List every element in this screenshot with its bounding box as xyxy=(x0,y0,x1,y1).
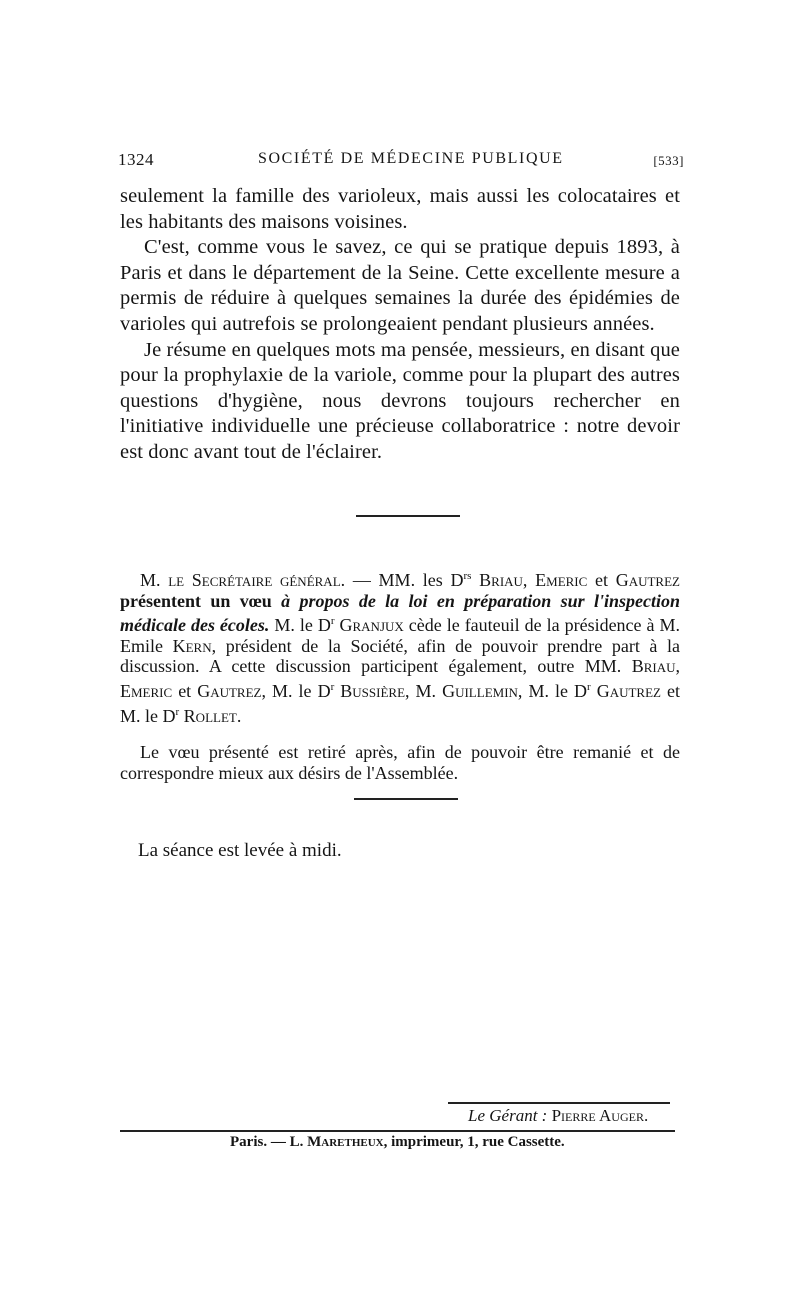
text-run: M. le D xyxy=(269,615,331,636)
page-number: 1324 xyxy=(118,150,154,169)
text-run: , M. le D xyxy=(261,680,331,701)
person-name: Granjux xyxy=(339,615,404,636)
superscript: r xyxy=(587,680,591,693)
superscript: r xyxy=(175,705,180,718)
speaker-name: M. le Secrétaire général. xyxy=(140,570,346,590)
person-name: Briau, Emeric xyxy=(471,570,588,590)
imprint-text: , imprimeur, 1, rue Cassette. xyxy=(383,1134,565,1150)
running-head xyxy=(118,150,684,174)
paragraph-2: C'est, comme vous le savez, ce qui se pratique depuis 1893, à Paris et dans le département de la Seine. Cette excellente mesure a permis de réduire à quelques semaines la durée des épidémies de varioles qui autrefois se prolongeaient pendant plusieurs années. xyxy=(120,236,680,335)
proceedings-text xyxy=(120,566,680,783)
main-text xyxy=(120,184,680,466)
proceedings-paragraph-2: Le vœu présenté est retiré après, afin de pouvoir être remanié et de correspondre mieux aux désirs de l'Assemblée. xyxy=(120,742,680,783)
closing-line: La séance est levée à midi. xyxy=(138,840,342,861)
section-divider xyxy=(354,798,458,800)
text-run: et xyxy=(172,680,198,701)
superscript: r xyxy=(330,615,335,628)
paragraph-1: seulement la famille des varioleux, mais aussi les colocataires et les habitants des maisons voisines. xyxy=(120,185,680,233)
text-run: , M. le D xyxy=(517,680,587,701)
person-name: Gautrez xyxy=(197,680,262,701)
text-run: présentent un vœu xyxy=(120,590,282,611)
imprint-text: Paris. — L. xyxy=(230,1134,308,1150)
text-run: . xyxy=(236,705,242,726)
person-name: Briau, Emeric xyxy=(120,656,680,701)
person-name: Gautrez xyxy=(615,570,680,590)
gerant-rule xyxy=(448,1102,670,1104)
person-name: Bussière xyxy=(340,680,406,701)
text-run: , président de la Société, afin de pouvoir prendre part à la discussion. A cette discussion participent également, outre MM. xyxy=(120,635,680,677)
text-run: et M. le D xyxy=(120,680,680,726)
proceedings-paragraph-1 xyxy=(120,566,680,726)
printer-name: Maretheux xyxy=(307,1134,384,1150)
gerant-signature xyxy=(468,1106,648,1126)
person-name: Guillemin xyxy=(442,680,518,701)
printer-imprint xyxy=(230,1134,565,1151)
person-name: Rollet xyxy=(183,705,237,726)
motion-title: à propos de la loi en préparation sur l'inspection médicale des écoles. xyxy=(120,590,681,636)
text-run: — MM. les D xyxy=(345,570,464,590)
person-name: Gautrez xyxy=(596,680,661,701)
text-run: cède le fauteuil de la présidence à M. Emile xyxy=(120,615,680,656)
text-run: et xyxy=(587,570,616,590)
section-number: [533] xyxy=(653,153,684,168)
superscript: r xyxy=(330,680,335,693)
paragraph-3: Je résume en quelques mots ma pensée, messieurs, en disant que pour la prophylaxie de la variole, comme pour la plupart des autres questions d'hygiène, nous devrons toujours rechercher en l'initiative individuelle une précieuse collaboratrice : notre devoir est donc avant tout de l'éclairer. xyxy=(120,338,680,463)
section-divider xyxy=(356,515,460,517)
superscript: rs xyxy=(463,570,472,582)
gerant-label: Le Gérant : xyxy=(468,1106,552,1125)
imprint-rule xyxy=(120,1130,675,1132)
journal-title: SOCIÉTÉ DE MÉDECINE PUBLIQUE xyxy=(258,150,564,167)
gerant-name: Pierre Auger. xyxy=(551,1106,649,1125)
text-run: , M. xyxy=(405,680,443,701)
person-name: Kern xyxy=(172,635,212,656)
